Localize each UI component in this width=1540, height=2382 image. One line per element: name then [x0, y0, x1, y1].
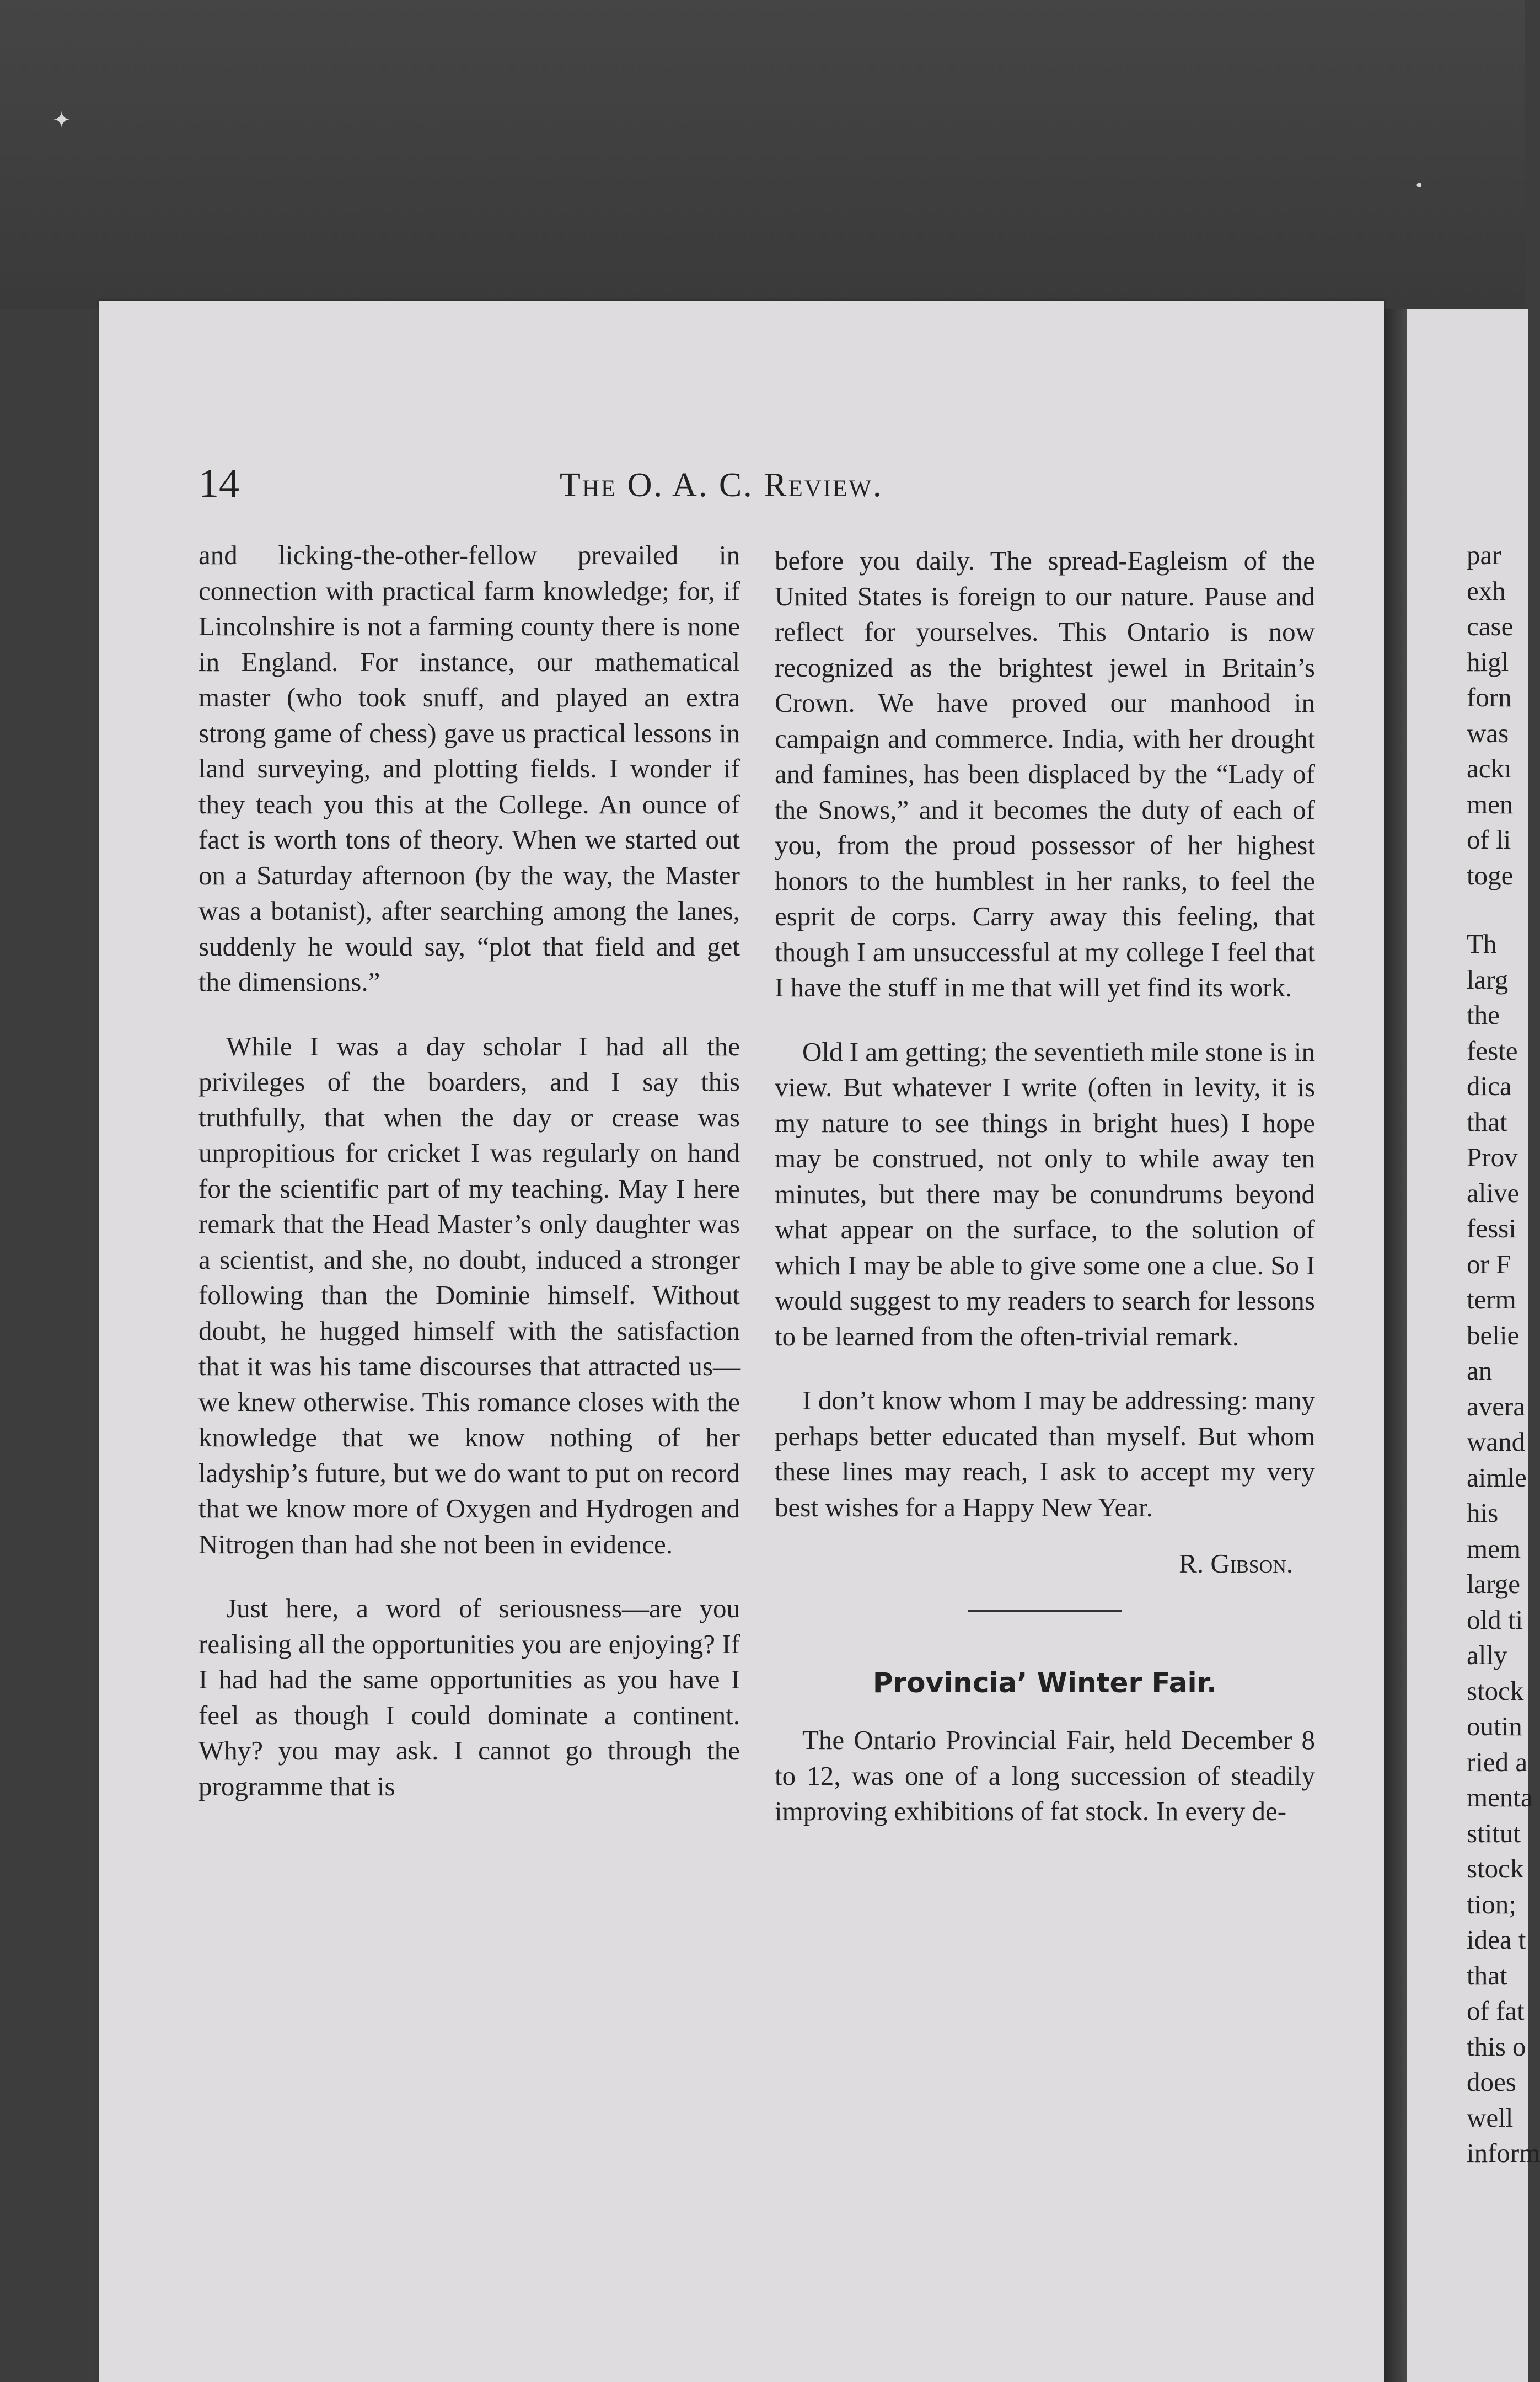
facing-page-fragment: was [1467, 717, 1509, 748]
facing-page-fragment: larg [1467, 964, 1509, 995]
facing-page-fragment: old ti [1467, 1604, 1523, 1635]
facing-page-fragment: ackı [1467, 753, 1512, 784]
facing-page-fragment: of li [1467, 824, 1511, 855]
facing-page-fragment: of fat [1467, 1995, 1525, 2026]
facing-page-fragment: toge [1467, 860, 1514, 890]
facing-page-fragment: this o [1467, 2031, 1526, 2062]
left-column [198, 538, 740, 1833]
section-title: Provincia’ Winter Fair. [872, 1666, 1217, 1699]
gutter-shadow [1384, 309, 1407, 2382]
facing-page-fragment: outin [1467, 1711, 1522, 1741]
facing-page-fragment: avera [1467, 1391, 1526, 1421]
paragraph: and licking-the-other-fellow prevailed in connection with practical farm knowledge; for, if Lincolnshire is not a farming county there is none in England. For instance, our mathematical master (who took snuff, and played an extra strong game of chess) gave us practical lessons in land surveying, and plotting fields. I wonder if they teach you this at the College. An ounce of fact is worth tons of theory. When we started out on a Saturday afternoon (by the way, the Master was a botanist), after searching among the lanes, suddenly he would say, “plot that field and get the dimensions.” [198, 540, 740, 997]
facing-page-fragment: higl [1467, 646, 1509, 677]
facing-page-fragment: stitut [1467, 1817, 1521, 1848]
facing-page-fragment: forn [1467, 682, 1512, 712]
facing-page-fragment: stock [1467, 1853, 1524, 1884]
paragraph: before you daily. The spread-Eagleism of the United States is foreign to our nature. Pause and reflect for yourselves. This Ontario is now recognized as the brightest jewel in Britain’s Crown. We have proved our manhood in campaign and commerce. India, with her drought and famines, has been displaced by the “Lady of the Snows,” and it becomes the duty of each of you, from the proud possessor of her highest honors to the humblest in her ranks, to feel the esprit de corps. Carry away this feeling, that though I am unsuccessful at my college I feel that I have the stuff in me that will yet find its work. [775, 545, 1315, 1002]
paragraph: I don’t know whom I may be addressing: many perhaps better educated than myself. But whom these lines may reach, I ask to accept my very best wishes for a Happy New Year. [775, 1385, 1315, 1522]
facing-page-fragment: does [1467, 2067, 1516, 2097]
running-head: The O. A. C. Review. [560, 466, 883, 504]
author-signature: R. Gibson. [1179, 1548, 1293, 1579]
facing-page-fragment: case [1467, 611, 1514, 641]
facing-page-fragment: ried a [1467, 1746, 1528, 1777]
paragraph: The Ontario Provincial Fair, held December 8 to 12, was one of a long succession of steadily improving exhibitions of fat stock. In every de- [775, 1725, 1315, 1826]
section-divider [968, 1610, 1122, 1612]
facing-page-fragment: menta [1467, 1782, 1533, 1812]
facing-page-fragment: aimle [1467, 1462, 1527, 1493]
facing-page-fragment: large [1467, 1569, 1521, 1599]
facing-page-fragment: par [1467, 540, 1501, 570]
facing-page-fragment: dica [1467, 1071, 1512, 1101]
facing-page-fragment: idea t [1467, 1924, 1526, 1955]
facing-page-fragment: the [1467, 1000, 1500, 1030]
facing-page-fragment: stock [1467, 1675, 1524, 1706]
facing-page-fragment: men [1467, 788, 1514, 819]
facing-page-fragment: tion; [1467, 1889, 1516, 1919]
facing-page-fragment: exh [1467, 575, 1506, 606]
facing-page-fragment: alive [1467, 1177, 1520, 1208]
page-number: 14 [198, 461, 239, 506]
facing-page-fragment: well [1467, 2102, 1514, 2133]
facing-page-fragment: that [1467, 1106, 1507, 1137]
middle-column [775, 543, 1315, 1858]
dust-speck: ✦ [52, 108, 71, 133]
facing-page-fragment: belie [1467, 1319, 1520, 1350]
facing-page-fragment: or F [1467, 1248, 1511, 1279]
facing-page-fragment: ally [1467, 1640, 1507, 1670]
scan-background [0, 0, 1525, 309]
paragraph: While I was a day scholar I had all the privileges of the boarders, and I say this truthfully, that when the day or crease was unpropitious for cricket I was regularly on hand for the scientific part of my teaching. May I here remark that the Head Master’s only daughter was a scientist, and she, no doubt, induced a stronger following than the Dominie himself. Without doubt, he hugged himself with the satisfaction that it was his tame discourses that attracted us—we knew otherwise. This romance closes with the knowledge that we know nothing of her ladyship’s future, but we do want to put on record that we know more of Oxygen and Hydrogen and Nitrogen than had she not been in evidence. [198, 1031, 740, 1559]
facing-page-fragment: Prov [1467, 1142, 1518, 1172]
paragraph: Old I am getting; the seventieth mile stone is in view. But whatever I write (often in levity, it is my nature to see things in bright hues) I hope may be construed, not only to while away ten minutes, but there may be conundrums beyond what appear on the surface, to the solution of which I may be able to give some one a clue. So I would suggest to my readers to search for lessons to be learned from the often-trivial remark. [775, 1036, 1315, 1351]
facing-page-fragment: that [1467, 1960, 1507, 1991]
facing-page-fragment: term [1467, 1284, 1516, 1315]
facing-page-fragment: inform [1467, 2138, 1540, 2168]
facing-page-fragment: fessi [1467, 1213, 1516, 1243]
facing-page-fragment: mem [1467, 1533, 1521, 1564]
facing-page-fragment: an [1467, 1355, 1493, 1386]
facing-page-fragment: feste [1467, 1035, 1518, 1066]
facing-page-fragment: wand [1467, 1426, 1526, 1457]
facing-page-fragment: his [1467, 1498, 1499, 1528]
dust-speck: • [1414, 176, 1424, 196]
paragraph: Just here, a word of seriousness—are you realising all the opportunities you are enjoying? If I had had the same opportunities as you have I feel as though I could dominate a continent. Why? you may ask. I cannot go through the programme that is [198, 1593, 740, 1801]
facing-page-fragment: Th [1467, 929, 1497, 959]
